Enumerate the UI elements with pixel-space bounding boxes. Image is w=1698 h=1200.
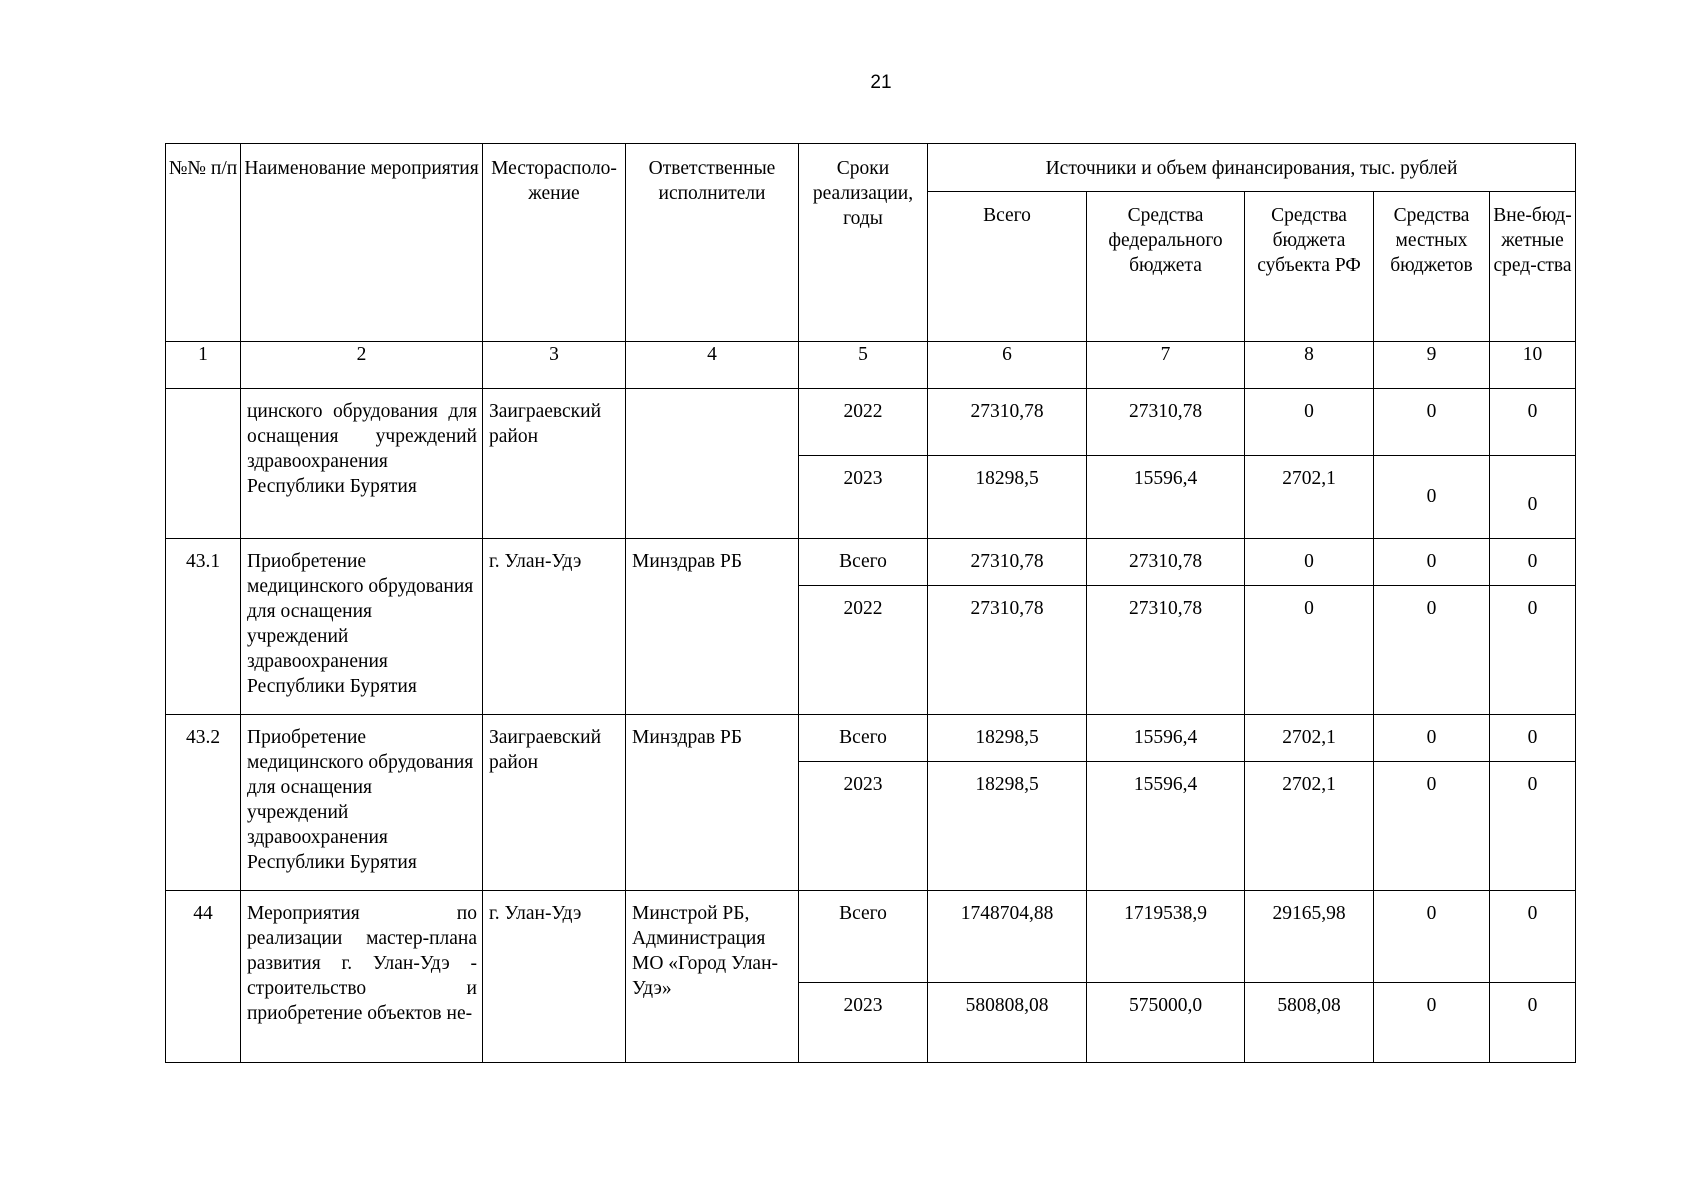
row-num: 43.2	[166, 715, 241, 891]
subject-cell: 2702,1	[1245, 456, 1374, 539]
event-location: г. Улан-Удэ	[483, 891, 626, 1063]
header-terms: Сроки реализации, годы	[799, 144, 928, 342]
local-cell: 0	[1374, 983, 1490, 1063]
local-cell: 0	[1374, 891, 1490, 983]
total-cell: 27310,78	[928, 389, 1087, 456]
federal-cell: 27310,78	[1087, 539, 1245, 586]
local-cell: 0	[1374, 456, 1490, 539]
column-number: 5	[799, 342, 928, 389]
event-location: г. Улан-Удэ	[483, 539, 626, 715]
column-number: 8	[1245, 342, 1374, 389]
table-row	[166, 389, 1576, 456]
total-cell: 18298,5	[928, 456, 1087, 539]
term-cell: Всего	[799, 891, 928, 983]
local-cell: 0	[1374, 715, 1490, 762]
total-cell: 580808,08	[928, 983, 1087, 1063]
federal-cell: 15596,4	[1087, 456, 1245, 539]
extra-cell: 0	[1490, 539, 1576, 586]
total-cell: 1748704,88	[928, 891, 1087, 983]
subject-cell: 2702,1	[1245, 762, 1374, 891]
header-row	[166, 144, 1576, 192]
header-executors: Ответственные исполнители	[626, 144, 799, 342]
subject-cell: 29165,98	[1245, 891, 1374, 983]
extra-cell: 0	[1490, 762, 1576, 891]
event-name: Мероприятия по реализации мастер-плана развития г. Улан-Удэ - строительство и приобретение объектов не-	[241, 891, 483, 1063]
extra-cell: 0	[1490, 389, 1576, 456]
federal-cell: 27310,78	[1087, 389, 1245, 456]
row-num: 43.1	[166, 539, 241, 715]
extra-cell: 0	[1490, 586, 1576, 715]
header-extra: Вне-бюд-жетные сред-ства	[1490, 192, 1576, 342]
extra-cell: 0	[1490, 715, 1576, 762]
column-number: 1	[166, 342, 241, 389]
local-cell: 0	[1374, 389, 1490, 456]
term-cell: 2022	[799, 389, 928, 456]
subject-cell: 5808,08	[1245, 983, 1374, 1063]
column-number: 10	[1490, 342, 1576, 389]
total-cell: 27310,78	[928, 586, 1087, 715]
column-number: 4	[626, 342, 799, 389]
term-cell: 2022	[799, 586, 928, 715]
event-executors: Минстрой РБ, Администрация МО «Город Улан-Удэ»	[626, 891, 799, 1063]
event-name: Приобретение медицинского обрудования для оснащения учреждений здравоохранения Республики Бурятия	[241, 539, 483, 715]
term-cell: 2023	[799, 983, 928, 1063]
federal-cell: 575000,0	[1087, 983, 1245, 1063]
column-number: 2	[241, 342, 483, 389]
header-name: Наименование мероприятия	[241, 144, 483, 342]
subject-cell: 0	[1245, 389, 1374, 456]
event-name: цинского обрудования для оснащения учреждений здравоохранения Республики Бурятия	[241, 389, 483, 539]
extra-cell: 0	[1490, 891, 1576, 983]
table-row	[166, 539, 1576, 586]
header-funding: Источники и объем финансирования, тыс. рублей	[928, 144, 1576, 192]
subject-cell: 0	[1245, 586, 1374, 715]
header-location: Месторасполо-жение	[483, 144, 626, 342]
header-subject: Средства бюджета субъекта РФ	[1245, 192, 1374, 342]
column-number: 3	[483, 342, 626, 389]
term-cell: Всего	[799, 715, 928, 762]
local-cell: 0	[1374, 762, 1490, 891]
financing-table	[165, 143, 1576, 1063]
table-row	[166, 715, 1576, 762]
federal-cell: 1719538,9	[1087, 891, 1245, 983]
total-cell: 27310,78	[928, 539, 1087, 586]
header-num: №№ п/п	[166, 144, 241, 342]
column-number: 6	[928, 342, 1087, 389]
table-row	[166, 891, 1576, 983]
page-number: 21	[870, 72, 892, 93]
event-executors: Минздрав РБ	[626, 539, 799, 715]
local-cell: 0	[1374, 539, 1490, 586]
federal-cell: 15596,4	[1087, 762, 1245, 891]
column-number: 7	[1087, 342, 1245, 389]
event-location: Заиграевский район	[483, 715, 626, 891]
extra-cell: 0	[1490, 456, 1576, 539]
federal-cell: 27310,78	[1087, 586, 1245, 715]
subject-cell: 0	[1245, 539, 1374, 586]
event-location: Заиграевский район	[483, 389, 626, 539]
column-numbers-row	[166, 342, 1576, 389]
local-cell: 0	[1374, 586, 1490, 715]
header-local: Средства местных бюджетов	[1374, 192, 1490, 342]
term-cell: 2023	[799, 456, 928, 539]
total-cell: 18298,5	[928, 762, 1087, 891]
column-number: 9	[1374, 342, 1490, 389]
term-cell: Всего	[799, 539, 928, 586]
header-total: Всего	[928, 192, 1087, 342]
event-executors: Минздрав РБ	[626, 715, 799, 891]
event-executors	[626, 389, 799, 539]
federal-cell: 15596,4	[1087, 715, 1245, 762]
extra-cell: 0	[1490, 983, 1576, 1063]
term-cell: 2023	[799, 762, 928, 891]
subject-cell: 2702,1	[1245, 715, 1374, 762]
total-cell: 18298,5	[928, 715, 1087, 762]
event-name: Приобретение медицинского обрудования для оснащения учреждений здравоохранения Республики Бурятия	[241, 715, 483, 891]
row-num	[166, 389, 241, 539]
row-num: 44	[166, 891, 241, 1063]
header-federal: Средства федерального бюджета	[1087, 192, 1245, 342]
